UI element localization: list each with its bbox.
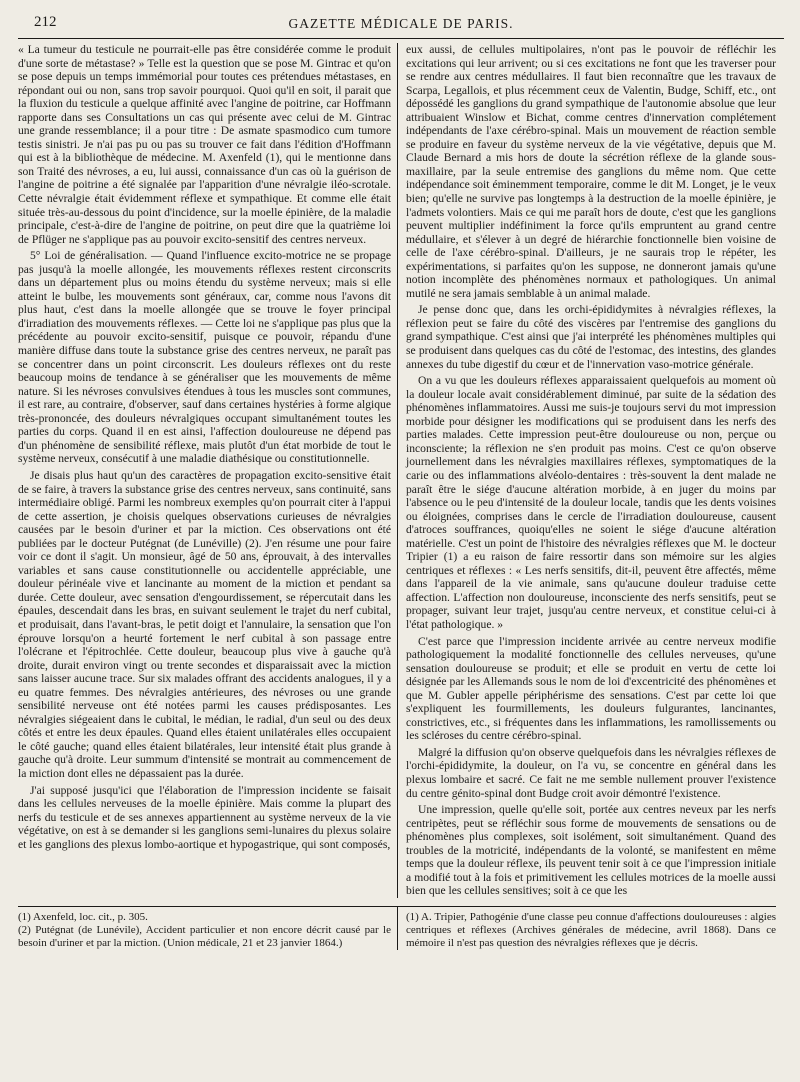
paragraph: Malgré la diffusion qu'on observe quelquefois dans les névralgies réflexes de l'orchi-épididymite, la douleur, on l'a vu, se concentre en général dans les plexus lombaire et sacré. Ce fait ne me semble nullement prouver l'existence du centre génito-spinal dont Budge croit avoir démontré l'existence. [406,745,776,800]
paragraph: Je disais plus haut qu'un des caractères de propagation excito-sensitive était de se faire, à travers la substance grise des centres nerveux, sans continuité, sans intermédiaire obligé. Parmi les nombreux exemples qu'on pourrait citer à l'appui de cette assertion, je choisis quelques observations curieuses de névralgies causées par le besoin d'uriner et par la miction. Ces observations ont été publiées par le docteur Putégnat (de Lunéville) (2). J'en résume une pour faire voir ce dont il s'agit. Un monsieur, âgé de 50 ans, éprouvait, à des intervalles variables et sans cause constitutionnelle ou accidentelle appréciable, une douleur périnéale vive et lancinante au moment de la miction et pendant sa durée. Cette douleur, avec sensation d'engourdissement, se répercutait dans les épaules, descendait dans les bras, en suivant seulement le trajet du nerf cubital, et produisait, dans l'avant-bras, le petit doigt et l'annulaire, la sensation que l'on éprouve lorsqu'on a heurté fortement le nerf cubital à son passage entre l'olécrane et l'épitrochlée. Cette douleur, beaucoup plus vive à gauche qu'à droite, durait environ vingt ou trente secondes et disparaissait avec la miction sans laisser aucune trace. Sur six malades offrant des accidents analogues, il y a eu quatre femmes. Des névralgies antérieures, des névroses ou une grande sensibilité nerveuse ont été notées parmi les causes prédisposantes. Les névralgies siégeaient dans le cubital, le médian, le radial, d'un seul ou des deux côtés et entre les deux épaules. Quand elles étaient unilatérales elles occupaient le côté gauche; quand elles étaient bilatérales, leur intensité était plus grande à gauche qu'à droite. Leur summum d'intensité se montrait au commencement de la miction dont elles ne dépassaient pas la durée. [18,468,391,780]
right-column [397,43,776,898]
footnote: (1) Axenfeld, loc. cit., p. 305. [18,910,148,923]
paragraph: On a vu que les douleurs réflexes apparaissaient quelquefois au moment où la douleur locale avait considérablement diminué, par suite de la sédation des phénomènes inflammatoires. Aussi me suis-je toujours servi du mot impression morbide pour désigner les modifications qui se produisent dans les nerfs des parties malades. Cette impression peut-être douloureuse ou non, perçue ou inconsciente; la réflexion ne s'en produit pas moins. C'est ce qu'on observe journellement dans les névralgies maxillaires réflexes, symptomatiques de la carie ou des inflammations alvéolo-dentaires : très-souvent la dent malade ne paraît être le siége d'aucune altération morbide, à en juger du moins par l'absence ou le peu d'intensité de la douleur locale, tandis que les dents voisines ou éloignées, comprises dans le cercle de l'irradiation douloureuse, causent d'atroces souffrances, quoiqu'elles ne soient le siége d'aucune altération matérielle. C'est un point de l'histoire des névralgies réflexes que M. le docteur Tripier (1) a eu raison de faire ressortir dans son mémoire sur les algies centriques et réflexes : « Les nerfs sensitifs, dit-il, peuvent être affectés, même dans l'appareil de la vie animale, sans qu'aucune douleur traduise cette affection. L'affection non douloureuse, inconsciente des nerfs sensitifs, peut se propager, suivant leur trajet, jusqu'au centre nerveux, et constitue celui-ci à l'état pathologique. » [406,374,776,631]
footnotes-right [397,906,776,950]
page-number: 212 [34,14,57,30]
header-rule [18,38,784,39]
footnotes-left [18,906,397,950]
paragraph: 5° Loi de généralisation. — Quand l'influence excito-motrice ne se propage pas jusqu'à la moelle allongée, les mouvements réflexes restent circonscrits dans un département plus ou moins étendu du système nerveux; mais si elle atteint le bulbe, les mouvements sont généraux, car, comme nous l'avons dit plus haut, c'est dans la moelle allongée que se trouve le foyer principal d'irradiation des mouvements réflexes. — Cette loi ne s'applique pas plus que la précédente au pouvoir excito-sensitif, puisque ce pouvoir, répandu d'une manière diffuse dans toute la substance grise des centres nerveux, ne paraît pas se concentrer dans un point circonscrit. Les douleurs réflexes ont du reste beaucoup moins de tendance à se généraliser que les mouvements de même nature. Si les névroses convulsives étendues à tous les muscles sont communes, il est rare, au contraire, d'observer, sauf dans certaines hystéries à forme algique très-prononcée, des douleurs névralgiques occupant simultanément toutes les parties du corps. Quand il en est ainsi, l'affection douloureuse ne dépend pas d'un phénomène de sensibilité réflexe, mais plutôt d'un état morbide de tout le système nerveux, consécutif à une maladie diathésique ou constitutionnelle. [18,249,391,466]
paragraph: Je pense donc que, dans les orchi-épididymites à névralgies réflexes, la réflexion peut se faire du côté des viscères par l'entremise des ganglions du grand sympathique. C'est ainsi que j'ai interprété les phénomènes multiples qui se produisent dans quelques cas du côté de l'estomac, des intestins, des glandes annexes du tube digestif du cœur et de l'innervation vaso-motrice générale. [406,303,776,371]
paragraph: « La tumeur du testicule ne pourrait-elle pas être considérée comme le produit d'une sorte de métastase? » Telle est la question que se pose M. Gintrac et qu'on se pose depuis un temps immémorial pour toutes ces prétendues métastases, en répondant oui ou non, sans trop savoir pourquoi. Quoi qu'il en soit, il parait que la fluxion du testicule a quelque affinité avec l'angine de poitrine, car Hoffmann rapporte dans ses Consultations un cas qui présente avec celui de M. Gintrac une grande ressemblance; il a pour titre : De asmate spasmodico cum tumore testis sinistri. Je n'ai pas pu ou pas su trouver ce fait dans l'édition d'Hoffmann qui est à la bibliothèque de médecine. M. Axenfeld (1), qui le mentionne dans son Traité des névroses, a eu, lui aussi, connaissance d'un cas où la guérison de l'angine de poitrine a été signalée par l'apparition d'une névralgie iléo-scrotale. Cette névralgie était évidemment réflexe et sympathique. Et comme elle était située très-au-dessous du point d'incidence, sur la moelle épinière, de la maladie principale, c'est-à-dire de l'angine de poitrine, on peut dire que la quatrième loi de Pflüger ne s'applique pas au pouvoir excito-sensitif des centres nerveux. [18,43,391,246]
paragraph: J'ai supposé jusqu'ici que l'élaboration de l'impression incidente se faisait dans les cellules nerveuses de la moelle épinière. Mais comme la plupart des nerfs du testicule et de ses annexes appartiennent au système nerveux de la vie végétative, on est à se demander si les ganglions semi-lunaires du plexus solaire et les ganglions des plexus lombo-aortique et hypogastrique, qui sont composés, [18,783,391,851]
footnote: (2) Putégnat (de Lunévile), Accident particulier et non encore décrit causé par le besoin d'uriner et par la miction. (Union médicale, 21 et 23 janvier 1864.) [18,923,391,949]
running-head: GAZETTE MÉDICALE DE PARIS. [288,16,514,31]
body-columns [18,43,784,898]
left-column [18,43,397,898]
footnote: (1) A. Tripier, Pathogénie d'une classe peu connue d'affections douloureuses : algies centriques et réflexes (Archives générales de médecine, avril 1868). Dans ce mémoire il n'est pas question des névralgies réflexes que je décris. [406,910,776,949]
paragraph: Une impression, quelle qu'elle soit, portée aux centres neveux par les nerfs centripètes, peut se réfléchir sous forme de mouvements de sensations ou de phénomènes plus complexes, soit isolément, soit simultanément. Quand des troubles de la motricité, indépendants de la volonté, se manifestent en même temps que la douleur réflexe, ils peuvent tenir soit à ce que l'impression initiale a modifié tout à la fois et primitivement les cellules motrices de la moelle aussi bien que les cellules sensitives; soit à ce que les [406,803,776,898]
paragraph: C'est parce que l'impression incidente arrivée au centre nerveux modifie pathologiquement la modalité fonctionnelle des cellules nerveuses, qu'une sensation douloureuse se produit; et elle se produit en vertu de cette loi désignée par les Allemands sous le nom de loi d'excentricité des phénomènes et que M. Gubler appelle périphérisme des sensations. C'est par cette loi que s'expliquent les fourmillements, les douleurs fulgurantes, lancinantes, constrictives, etc., si fréquentes dans les inflammations, les ramollissements ou les scléroses du centre cérébro-spinal. [406,634,776,743]
paragraph: eux aussi, de cellules multipolaires, n'ont pas le pouvoir de réfléchir les excitations qui leur arrivent; ou si ces excitations ne font que les traverser pour se rendre aux centres médullaires. Il faut bien reconnaître que les travaux de Scarpa, Legallois, et plus récemment ceux de Valentin, Budge, Schiff, etc., ont dépossédé les ganglions du grand sympathique de l'autonomie absolue que leur attribuaient Winslow et Bichat, comme centres d'innervation complétement indépendants de l'axe cérébro-spinal. Mais un mouvement de réaction semble se produire en faveur du système nerveux de la vie végétative, depuis que M. Claude Bernard a mis hors de doute la sécrétion réflexe de la glande sous-maxillaire, par la seule entremise des ganglions du même nom. Que cette indépendance soit éminemment temporaire, comme le dit M. Longet, je le veux bien; qu'elle ne survive pas longtemps à la destruction de la moelle épinière, je l'admets volontiers. Mais ce qui me paraît hors de doute, c'est que les ganglions peuvent multiplier indéfiniment la force qu'ils empruntent au grand centre médullaire, et s'élever à un degré de hiérarchie fonctionnelle bien voisine de celle de l'axe cérébro-spinal. D'ailleurs, je ne saurais trop le répéter, les expérimentations, si parfaites qu'on les suppose, ne donneront jamais qu'une notion incomplète des phénomènes normaux et pathologiques. Un animal mutilé ne sera jamais semblable à un animal malade. [406,43,776,300]
page-header [18,14,784,34]
footnotes [18,906,784,950]
